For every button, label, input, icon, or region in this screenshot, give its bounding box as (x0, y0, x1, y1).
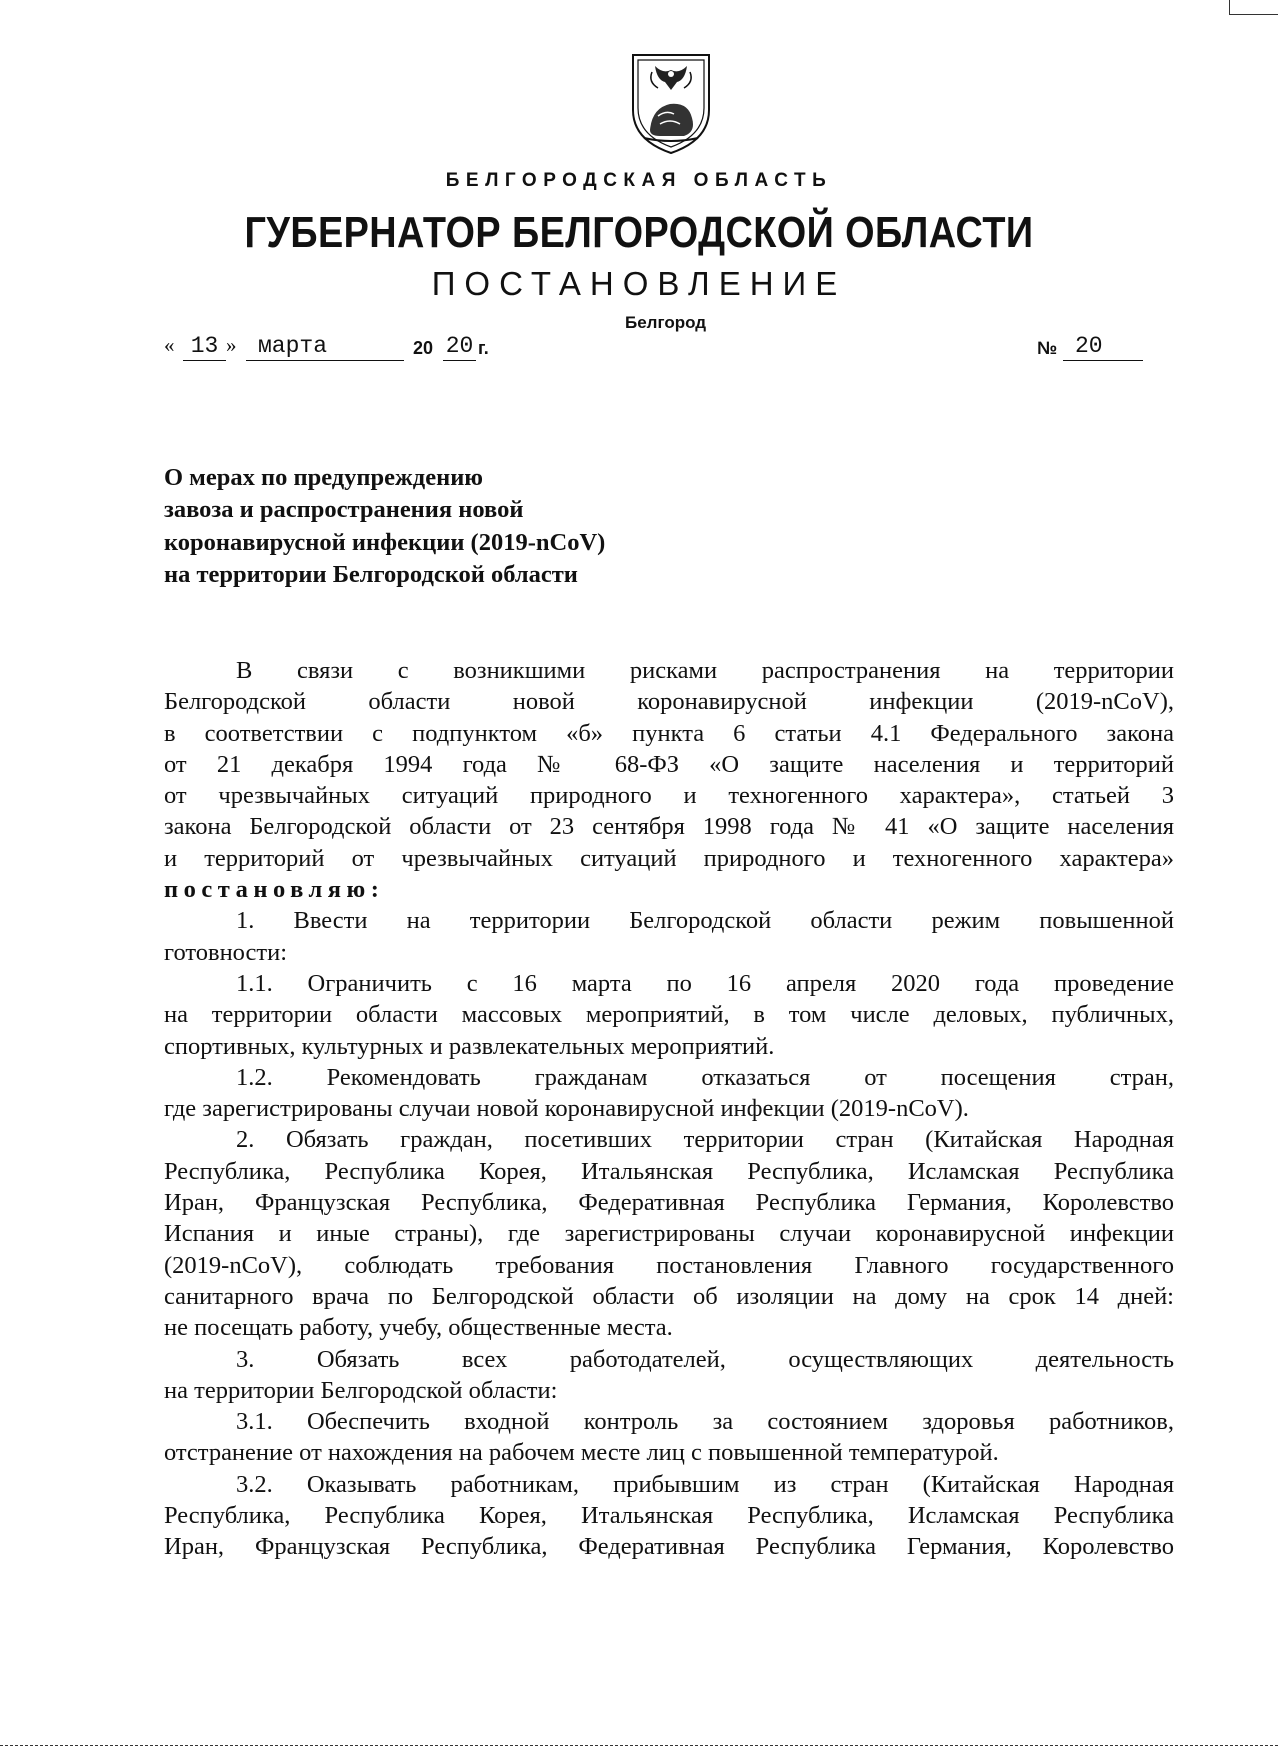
clause-2-line: (2019-nCoV), соблюдать требования постановления Главного государственного (164, 1251, 1174, 1279)
body-line: в соответствии с подпунктом «б» пункта 6 статьи 4.1 Федерального закона (164, 719, 1174, 747)
title-line: О мерах по предупреждению (164, 464, 484, 491)
date-day: 13 (183, 333, 226, 361)
clause-1-1-line: на территории области массовых мероприятий, в том числе деловых, публичных, (164, 1001, 1174, 1029)
body-line: от 21 декабря 1994 года № 68-ФЗ «О защите населения и территорий (164, 750, 1174, 778)
region-heading: БЕЛГОРОДСКАЯ ОБЛАСТЬ (445, 170, 833, 191)
clause-3-2-line: Республика, Республика Корея, Итальянская Республика, Исламская Республика (164, 1502, 1174, 1530)
body-line: Белгородской области новой коронавирусной инфекции (2019-nCoV), (164, 688, 1174, 716)
document-number: 20 (1063, 333, 1143, 361)
date-open-quote: « (164, 333, 175, 357)
document-type-heading: ПОСТАНОВЛЕНИЕ (431, 265, 847, 302)
date-year: 20 (443, 333, 476, 361)
clause-3-2-line: 3.2. Оказывать работникам, прибывшим из стран (Китайская Народная (236, 1470, 1174, 1498)
clause-3-line: на территории Белгородской области: (164, 1376, 558, 1404)
clause-3-1-line: отстранение от нахождения на рабочем месте лиц с повышенной температурой. (164, 1439, 999, 1467)
clause-2-line: Иран, Французская Республика, Федеративная Республика Германия, Королевство (164, 1189, 1174, 1217)
clause-3-2-line: Иран, Французская Республика, Федеративная Республика Германия, Королевство (164, 1533, 1174, 1561)
clause-2-line: санитарного врача по Белгородской области об изоляции на дому на срок 14 дней: (164, 1282, 1174, 1310)
title-line: завоза и распространения новой (164, 496, 524, 524)
clause-2-line: 2. Обязать граждан, посетивших территории стран (Китайская Народная (236, 1126, 1174, 1154)
date-year-suffix: г. (478, 338, 489, 358)
coat-of-arms-emblem (630, 52, 712, 156)
body-line: от чрезвычайных ситуаций природного и техногенного характера», статьей 3 (164, 782, 1174, 810)
city-label: Белгород (625, 313, 707, 332)
title-line: на территории Белгородской области (164, 560, 578, 588)
document-body (164, 655, 1174, 1563)
date-month: марта (246, 333, 404, 361)
body-line: закона Белгородской области от 23 сентября 1998 года № 41 «О защите населения (164, 813, 1174, 841)
clause-1-2-line: где зарегистрированы случаи новой коронавирусной инфекции (2019-nCoV). (164, 1095, 969, 1123)
clause-1-line: 1. Ввести на территории Белгородской области режим повышенной (236, 907, 1174, 935)
clause-2-line: Республика, Республика Корея, Итальянская Республика, Исламская Республика (164, 1157, 1174, 1185)
decision-word: постановляю: (164, 876, 385, 904)
date-close-quote: » (226, 333, 237, 357)
date-century: 20 (413, 338, 434, 358)
clause-1-1-line: 1.1. Ограничить с 16 марта по 16 апреля 2020 года проведение (236, 969, 1174, 997)
body-line: и территорий от чрезвычайных ситуаций природного и техногенного характера» (164, 844, 1174, 872)
title-line: коронавирусной инфекции (2019-nCoV) (164, 528, 606, 556)
scan-edge-mark (1229, 0, 1278, 15)
clause-2-line: Испания и иные страны), где зарегистрированы случаи коронавирусной инфекции (164, 1220, 1174, 1248)
clause-1-line: готовности: (164, 938, 288, 966)
clause-3-1-line: 3.1. Обеспечить входной контроль за состоянием здоровья работников, (236, 1408, 1174, 1436)
clause-1-1-line: спортивных, культурных и развлекательных мероприятий. (164, 1032, 775, 1060)
clause-3-line: 3. Обязать всех работодателей, осуществляющих деятельность (236, 1345, 1174, 1373)
page-bottom-edge (0, 1745, 1278, 1748)
clause-2-line: не посещать работу, учебу, общественные места. (164, 1314, 673, 1342)
authority-heading: ГУБЕРНАТОР БЕЛГОРОДСКОЙ ОБЛАСТИ (244, 208, 1034, 257)
body-line: В связи с возникшими рисками распространения на территории (236, 657, 1174, 684)
document-number-label: № (1037, 338, 1058, 358)
clause-1-2-line: 1.2. Рекомендовать гражданам отказаться от посещения стран, (236, 1063, 1174, 1091)
document-title (164, 462, 764, 591)
